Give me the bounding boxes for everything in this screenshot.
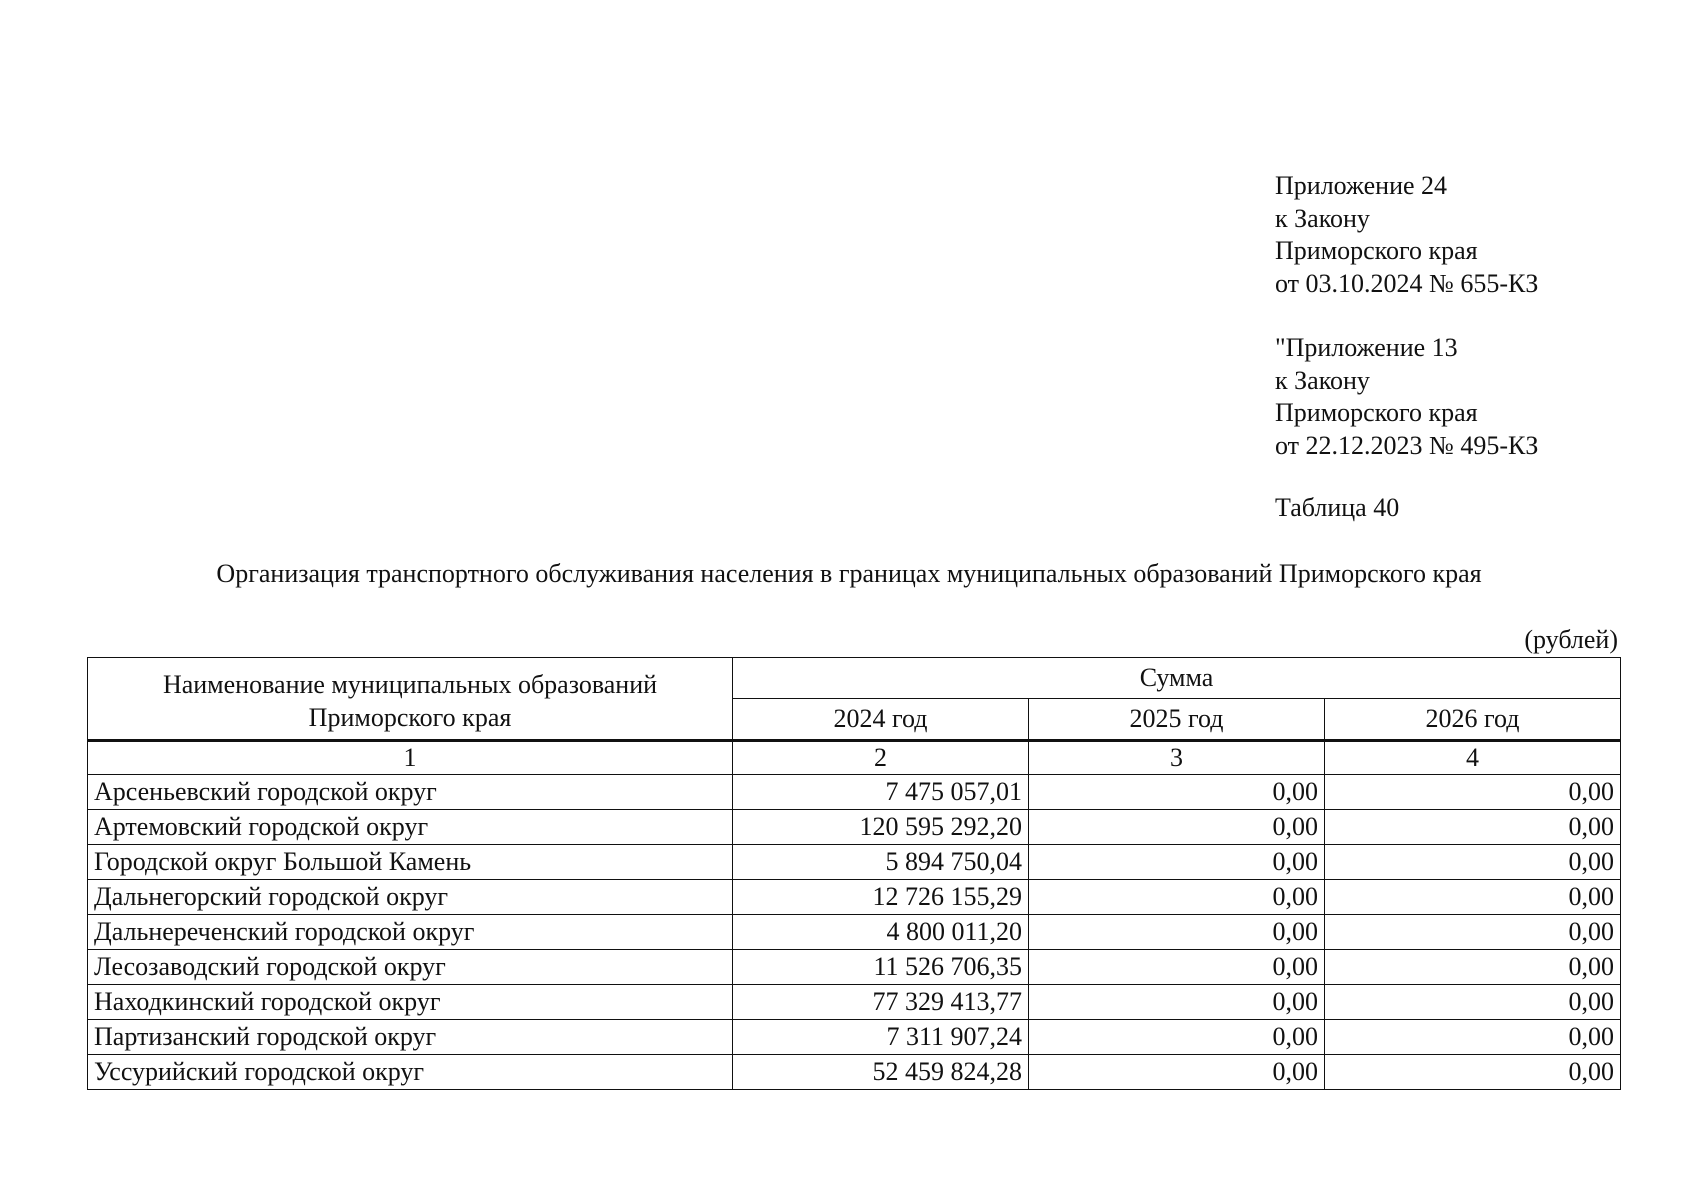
amount-2024: 120 595 292,20 — [733, 810, 1029, 845]
annex-line: к Закону — [1275, 365, 1370, 395]
municipality-name: Дальнегорский городской округ — [88, 880, 733, 915]
amount-2026: 0,00 — [1325, 775, 1621, 810]
municipality-name: Арсеньевский городской округ — [88, 775, 733, 810]
table-row — [88, 915, 1621, 950]
table-row — [88, 775, 1621, 810]
table-row — [88, 845, 1621, 880]
amount-2026: 0,00 — [1325, 1020, 1621, 1055]
header-municipality-name — [88, 658, 733, 741]
header-year-2025: 2025 год — [1029, 699, 1325, 741]
amount-2025: 0,00 — [1029, 1020, 1325, 1055]
amount-2024: 7 311 907,24 — [733, 1020, 1029, 1055]
amount-2026: 0,00 — [1325, 845, 1621, 880]
column-number-row — [88, 741, 1621, 775]
municipality-name: Дальнереченский городской округ — [88, 915, 733, 950]
amount-2025: 0,00 — [1029, 775, 1325, 810]
municipality-name: Уссурийский городской округ — [88, 1055, 733, 1090]
annex-line: Приложение 24 — [1275, 171, 1448, 200]
table-row — [88, 810, 1621, 845]
amount-2025: 0,00 — [1029, 915, 1325, 950]
municipality-name: Артемовский городской округ — [88, 810, 733, 845]
annex-line: от 03.10.2024 № 655-КЗ — [1275, 268, 1539, 298]
amount-2025: 0,00 — [1029, 845, 1325, 880]
amount-2026: 0,00 — [1325, 810, 1621, 845]
municipality-name: Партизанский городской округ — [88, 1020, 733, 1055]
table-row — [88, 880, 1621, 915]
annex-line: от 22.12.2023 № 495-КЗ — [1275, 430, 1539, 460]
amount-2025: 0,00 — [1029, 880, 1325, 915]
municipality-name: Лесозаводский городской округ — [88, 950, 733, 985]
amount-2026: 0,00 — [1325, 950, 1621, 985]
header-year-2026: 2026 год — [1325, 699, 1621, 741]
header-name-line: Наименование муниципальных образований — [162, 669, 658, 699]
amount-2024: 4 800 011,20 — [733, 915, 1029, 950]
header-name-line: Приморского края — [308, 702, 512, 732]
municipality-name: Находкинский городской округ — [88, 985, 733, 1020]
amount-2024: 52 459 824,28 — [733, 1055, 1029, 1090]
table-number-label: Таблица 40 — [1275, 493, 1400, 522]
municipality-name: Городской округ Большой Камень — [88, 845, 733, 880]
table-row — [88, 1020, 1621, 1055]
table-header — [88, 658, 1621, 741]
amount-2026: 0,00 — [1325, 1055, 1621, 1090]
annex-line: "Приложение 13 — [1275, 333, 1458, 362]
header-sum: Сумма — [733, 658, 1621, 699]
amount-2024: 5 894 750,04 — [733, 845, 1029, 880]
amount-2026: 0,00 — [1325, 985, 1621, 1020]
annex-reference-original — [1275, 332, 1538, 462]
amount-2024: 77 329 413,77 — [733, 985, 1029, 1020]
annex-line: Приморского края — [1275, 398, 1478, 427]
annex-reference-current — [1275, 170, 1538, 300]
document-title: Организация транспортного обслуживания населения в границах муниципальных образований Приморского края — [216, 559, 1482, 588]
column-number: 2 — [733, 741, 1029, 775]
amount-2024: 11 526 706,35 — [733, 950, 1029, 985]
amount-2025: 0,00 — [1029, 1055, 1325, 1090]
header-year-2024: 2024 год — [733, 699, 1029, 741]
amount-2024: 7 475 057,01 — [733, 775, 1029, 810]
amount-2026: 0,00 — [1325, 880, 1621, 915]
amount-2026: 0,00 — [1325, 915, 1621, 950]
table-row — [88, 985, 1621, 1020]
amount-2025: 0,00 — [1029, 810, 1325, 845]
column-number: 3 — [1029, 741, 1325, 775]
annex-line: Приморского края — [1275, 236, 1478, 265]
amount-2025: 0,00 — [1029, 985, 1325, 1020]
annex-line: к Закону — [1275, 203, 1370, 233]
table-row — [88, 1055, 1621, 1090]
table-row — [88, 950, 1621, 985]
units-label: (рублей) — [1524, 625, 1618, 654]
amount-2024: 12 726 155,29 — [733, 880, 1029, 915]
budget-table — [87, 657, 1621, 1090]
column-number: 1 — [88, 741, 733, 775]
column-number: 4 — [1325, 741, 1621, 775]
amount-2025: 0,00 — [1029, 950, 1325, 985]
